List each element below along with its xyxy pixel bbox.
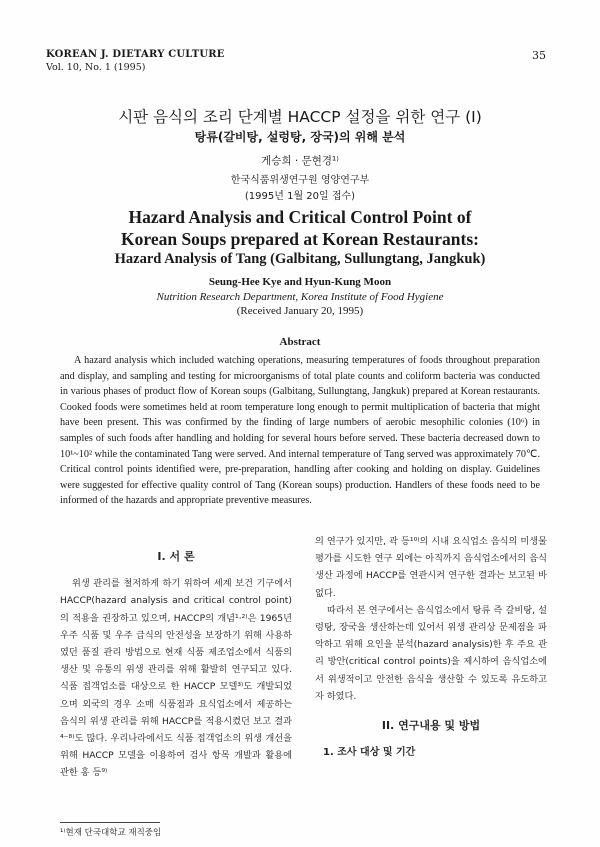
korean-subtitle: 탕류(갈비탕, 설렁탕, 장국)의 위해 분석 [194, 130, 406, 144]
english-title-line-3: Hazard Analysis of Tang (Galbitang, Sullungtang, Jangkuk) [114, 251, 486, 267]
korean-authors: 게승희 · 문현경¹⁾ [261, 155, 339, 167]
section-2-heading: II. 연구내용 및 방법 [381, 719, 481, 733]
journal-volume: Vol. 10, No. 1 (1995) [46, 62, 146, 73]
english-authors: Seung-Hee Kye and Hyun-Kung Moon [208, 276, 392, 288]
korean-affiliation: 한국식품위생연구원 영양연구부 [230, 175, 370, 186]
subsection-heading: 1. 조사 대상 및 기간 [323, 747, 416, 759]
korean-received-date: (1995년 1월 20일 접수) [244, 191, 356, 202]
intro-paragraph-1: 위생 관리를 철저하게 하기 위하여 세계 보건 기구에서 HACCP(hazard analysis and critical control point)의 적용을 권장하고 있으며, HACCP의 개념¹·²⁾은 1965년 우주 식품 및 우주 급식의 안전성을 보장하기 위해 사용하였던 품질 관리 방법으로 현재 식품 제조업소에서 식품의 생산 및 유통의 위생 관리를 위해 활발히 연구되고 있다. 식품 접객업소를 대상으로 한 HACCP 모델³⁾도 개발되었으며 외국의 경우 소매 식품점과 요식업소에서 제공하는 음식의 위생 관리를 위해 HACCP를 적용시켰던 보고 결과⁴⁻⁸⁾도 많다. 우리나라에서도 식품 접객업소의 위생 개선을 위해 HACCP 모델을 이용하여 검사 항목 개발과 활용에 관한 홍 등⁹⁾ [60, 578, 292, 779]
intro-paragraph-continued: 의 연구가 있지만, 곽 등¹⁰⁾의 시내 요식업소 음식의 미생물 평가를 시도한 연구 외에는 아직까지 음식업소에서의 음식 생산 과정에 HACCP를 연관시켜 연구한 결과는 보고된 바 없다. [315, 536, 547, 599]
intro-paragraph-2: 따라서 본 연구에서는 음식업소에서 탕류 즉 갈비탕, 설렁탕, 장국을 생산하는데 있어서 위생 관리상 문제점을 파악하고 위해 요인을 분석(hazard analysis)한 후 주요 관리 방안(critical control points)을 제시하여 음식업소에서 위생적이고 안전한 음식을 생산할 수 있도록 유도하고자 하였다. [315, 604, 547, 702]
english-received-date: (Received January 20, 1995) [236, 305, 364, 317]
english-affiliation: Nutrition Research Department, Korea Institute of Food Hygiene [156, 291, 444, 303]
english-title-line-2: Korean Soups prepared at Korean Restaurants: [121, 229, 479, 249]
korean-title: 시판 음식의 조리 단계별 HACCP 설정을 위한 연구 (I) [118, 108, 482, 126]
journal-name: KOREAN J. DIETARY CULTURE [46, 49, 225, 60]
left-column [60, 548, 292, 782]
footnote: ¹⁾현재 단국대학교 재직중임 [60, 828, 162, 838]
footnote-divider [60, 822, 160, 823]
abstract-body: A hazard analysis which included watching operations, measuring temperatures of foods throughout preparation and display, and sampling and testing for microorganisms of total plate counts and coliform bacteria was conducted in various phases of product flow of Korean soups (Galbitang, Sullungtang, Jangkuk) prepared at Korean restaurants. Cooked foods were sometimes held at room temperature long enough to permit multiplication of bacteria that might have been present. This was confirmed by the finding of large numbers of aerobic mesophilic colonies (10⁶) in samples of such foods after handling and holding for several hours before served. These bacteria decreased down to 10¹~10² while the contaminated Tang were served. And internal temperature of Tang served was approximately 70℃. Critical control points identified were, pre-preparation, handling after cooking and holding on display. Guidelines were suggested for effective quality control of Tang (Korean soups) production. Handlers of these foods need to be informed of the hazards and appropriate preventive measures. [60, 355, 540, 507]
section-1-heading: I. 서 론 [157, 550, 195, 563]
abstract-heading: Abstract [279, 336, 321, 348]
english-title-line-1: Hazard Analysis and Critical Control Point of [128, 207, 472, 227]
page-number: 35 [532, 49, 546, 62]
right-column [315, 533, 547, 761]
